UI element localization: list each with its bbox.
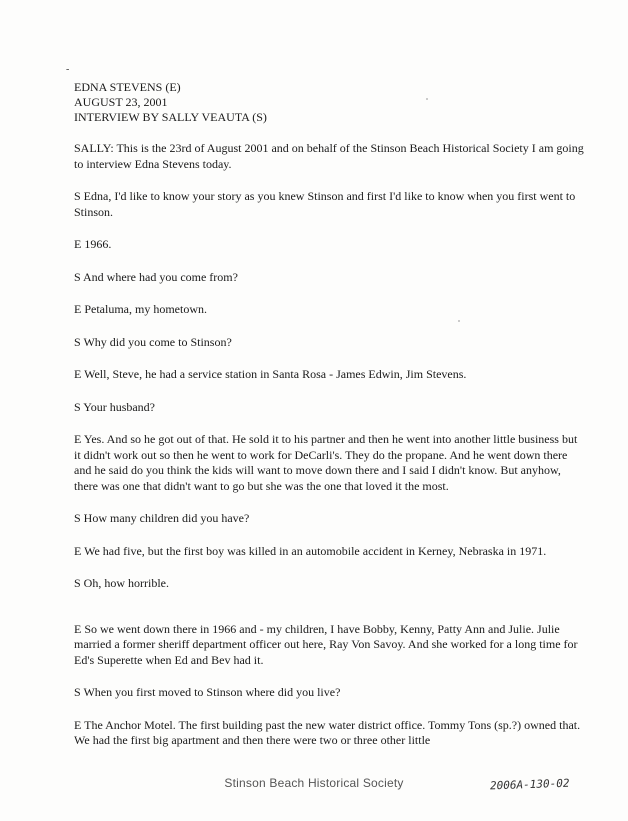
handwritten-accession-number: 2006A-130-02 (489, 776, 570, 793)
transcript-paragraph: E 1966. (74, 237, 112, 251)
transcript-body (74, 141, 584, 766)
transcript-paragraph: E The Anchor Motel. The first building past the new water district office. Tommy Tons (sp.?) owned that. We had the first big apartment and then there were two or three other little (74, 717, 581, 747)
date-line: AUGUST 23, 2001 (74, 95, 168, 109)
transcript-paragraph: E Yes. And so he got out of that. He sold it to his partner and then he went into another little business but it didn't work out so then he went to work for DeCarli's. They do the propane. And he went down there and he said do you think the kids will want to move down there and I said I didn't know. But anyhow, there was one that didn't want to go but she was the one that loved it the most. (74, 432, 578, 493)
transcript-paragraph: S Edna, I'd like to know your story as you knew Stinson and first I'd like to know when you first went to Stinson. (74, 189, 576, 219)
header-tick-mark: - (66, 64, 70, 75)
transcript-paragraph: E So we went down there in 1966 and - my children, I have Bobby, Kenny, Patty Ann and Julie. Julie married a former sheriff department officer out here, Ray Von Savoy. And she worked for a long time for Ed's Superette when Ed and Bev had it. (74, 621, 578, 667)
transcript-paragraph: E Well, Steve, he had a service station in Santa Rosa - James Edwin, Jim Stevens. (74, 367, 467, 381)
transcript-paragraph: S Oh, how horrible. (74, 576, 169, 590)
transcript-paragraph: SALLY: This is the 23rd of August 2001 and on behalf of the Stinson Beach Historical Society I am going to interview Edna Stevens today. (74, 141, 584, 171)
scan-speck (426, 98, 428, 100)
footer-organization: Stinson Beach Historical Society (224, 776, 404, 790)
transcript-paragraph: S Your husband? (74, 399, 156, 414)
transcript-paragraph: S Why did you come to Stinson? (74, 334, 232, 349)
transcript-paragraph: E Petaluma, my hometown. (74, 302, 207, 316)
transcript-paragraph: S When you first moved to Stinson where did you live? (74, 685, 341, 699)
interviewee-line: EDNA STEVENS (E) (74, 80, 181, 94)
transcript-paragraph: S And where had you come from? (74, 269, 238, 284)
transcript-paragraph: S How many children did you have? (74, 511, 250, 525)
interview-header (74, 80, 267, 125)
transcript-paragraph: E We had five, but the first boy was killed in an automobile accident in Kerney, Nebraska in 1971. (74, 543, 547, 558)
interviewer-line: INTERVIEW BY SALLY VEAUTA (S) (74, 110, 267, 124)
